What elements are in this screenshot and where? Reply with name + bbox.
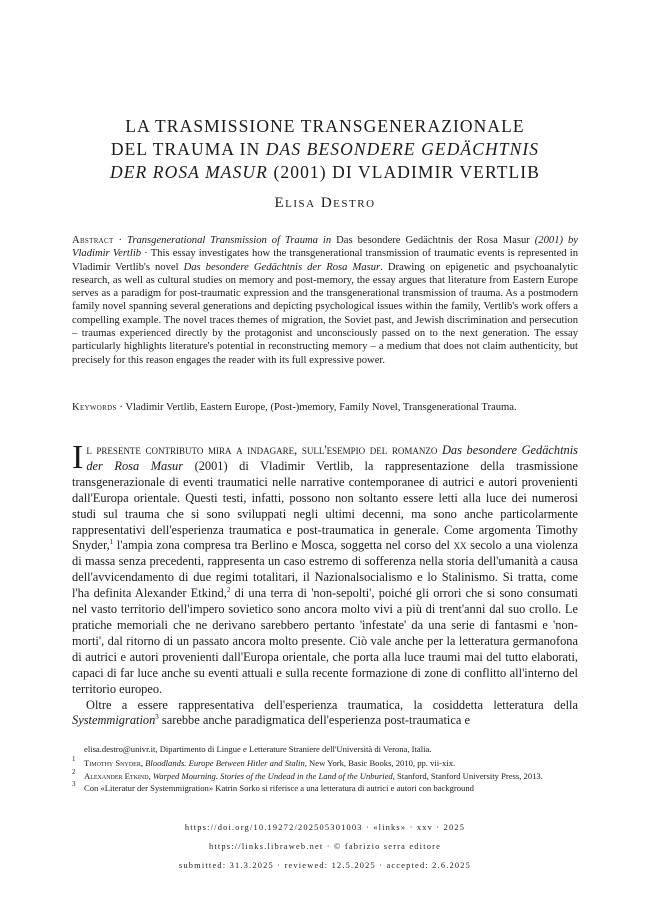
paragraph-2 <box>72 698 578 730</box>
abstract-label: Abstract <box>72 235 114 246</box>
title-line-3-suffix: (2001) DI VLADIMIR VERTLIB <box>267 162 540 182</box>
keywords-text: Vladimir Vertlib, Eastern Europe, (Post-)memory, Family Novel, Transgenerational Trauma. <box>125 402 517 413</box>
p1-text-d: secolo a una violenza di massa senza precedenti, rappresenta un caso estremo di sofferenza nella storia dell'umanità a causa dell'avvicendamento di due regimi totalitari, il Nazionalsocialismo e lo Stalinismo. Si tratta, come l'ha definita Alexander Etkind, <box>72 538 578 601</box>
abstract-text-1: · This essay investigates how the transgenerational transmission of traumatic events is represented in Vladimir Vertlib's novel <box>72 248 578 273</box>
title-line-1: LA TRASMISSIONE TRANSGENERAZIONALE <box>125 116 525 136</box>
p2-text-a: Oltre a essere rappresentativa dell'esperienza traumatica, la cosiddetta letteratura della <box>86 697 578 712</box>
title-line-3 <box>60 161 590 184</box>
footnote-1-author: Timothy Snyder <box>84 758 141 769</box>
publication-info <box>60 818 590 875</box>
p1-novel-title: Das besondere Gedächtnis der Rosa Masur <box>86 443 579 473</box>
p1-century: xx <box>453 538 467 553</box>
footnote-2-author: Alexander Etkind <box>84 770 149 781</box>
title-line-2-italic: DAS BESONDERE GEDÄCHTNIS <box>265 139 540 159</box>
drop-cap: I <box>72 439 84 476</box>
abstract-title-italic-2: (2001) by Vladimir Vertlib <box>72 235 578 260</box>
footnote-1-marker: 1 <box>72 755 76 764</box>
p2-text-b: sarebbe anche paradigmatica dell'esperienza post-traumatica e <box>158 713 470 728</box>
footnote-2-rest: , Stanford, Stanford University Press, 2013. <box>392 770 543 781</box>
footnote-1-rest: , New York, Basic Books, 2010, pp. vii-xix. <box>304 758 456 769</box>
author-affiliation: elisa.destro@univr.it, Dipartimento di Lingue e Letterature Straniere dell'Università di Verona, Italia. <box>84 744 432 754</box>
title-line-2-prefix: DEL TRAUMA IN <box>110 139 266 159</box>
keywords <box>72 401 578 414</box>
title-line-2 <box>60 138 590 161</box>
paragraph-1 <box>72 439 579 698</box>
footnotes <box>72 744 578 796</box>
footnote-3-text: Con «Literatur der Systemmigration» Katrin Sorko si riferisce a una letteratura di autrici e autori con background <box>84 783 474 794</box>
keywords-label: Keywords <box>72 402 117 413</box>
p1-text-e: di una terra di 'non-sepolti', poiché gli orrori che si sono consumati nel vasto territorio dell'impero sovietico sono ancora molto vivi a più di trent'anni dal suo crollo. Le pratiche memoriali che ne derivano sarebbero pertanto 'infestate' da una serie di fantasmi e 'non-morti', dal ritorno di un passato ancora molto presente. Ciò vale anche per la letteratura germanofona di autrici e autori provenienti dall'Europa orientale, che porta alla luce traumi mai del tutto elaborati, capaci di far luce anche su eventi attuali e sulla recente formazione di zone di conflitto all'interno del territorio europeo. <box>72 586 578 696</box>
footnote-ref-2[interactable]: 2 <box>226 586 231 595</box>
footnote-2-title: Warped Mourning. Stories of the Undead in the Land of the Unburied <box>152 770 393 781</box>
footnote-ref-1[interactable]: 1 <box>109 538 114 547</box>
footnote-2-sep: , <box>148 770 153 781</box>
footnote-3 <box>72 780 578 794</box>
abstract <box>72 234 578 367</box>
footnote-3-marker: 3 <box>72 780 76 789</box>
abstract-separator: · <box>113 235 128 246</box>
footnote-2-marker: 2 <box>72 767 76 776</box>
article-title <box>60 115 590 184</box>
title-line-3-italic: DER ROSA MASUR <box>110 162 268 182</box>
p1-text-c: l'ampia zona compresa tra Berlino e Mosca, soggetta nel corso del <box>113 538 454 553</box>
footnote-1-title: Bloodlands. Europe Between Hitler and Stalin <box>145 758 305 769</box>
abstract-text-2: . Drawing on epigenetic and psychoanalytic research, as well as cultural studies on memory and post-memory, the essay argues that literature from Eastern Europe serves as a paradigm for post-traumatic expression and the transgenerational transmission of trauma. As a postmodern family novel spanning several generations and depicting psychological issues within the family, Vertlib's work offers a compelling example. The novel traces themes of migration, the Soviet past, and Jewish discrimination and persecution – traumas experienced directly by the protagonist and unconsciously passed on to the next generation. The essay particularly highlights literature's potential in reconstructing memory – a medium that does not claim authenticity, but precisely for this reason engages the reader with its full expressive power. <box>72 261 579 366</box>
doi-line[interactable]: https://doi.org/10.19272/202505301003 · «links» · xxv · 2025 <box>184 823 466 832</box>
abstract-title-normal: Das besondere Gedächtnis der Rosa Masur <box>331 235 535 246</box>
publisher-line[interactable]: https://links.libraweb.net · © fabrizio serra editore <box>208 842 442 851</box>
abstract-novel-title: Das besondere Gedächtnis der Rosa Masur <box>183 261 381 273</box>
footnote-ref-3[interactable]: 3 <box>155 713 159 722</box>
author-name: Elisa Destro <box>274 195 376 211</box>
footnote-1 <box>72 755 578 769</box>
main-text <box>72 439 579 729</box>
footnote-1-sep: , <box>140 758 146 769</box>
footnote-2 <box>72 767 578 782</box>
p1-text-b: (2001) di Vladimir Vertlib, la rappresentazione della trasmissione transgenerazionale di eventi traumatici nelle narrative contemporanee di autrici e autori provenienti dall'Europa orientale. Questi testi, infatti, possono non soltanto essere letti alla luce dei numerosi studi sul trauma che si sono sviluppati negli ultimi decenni, ma sono anche particolarmente rappresentativi dell'esperienza traumatica e post-traumatica in generale. Come argomenta Timothy Snyder, <box>72 458 578 553</box>
footnote-3-number <box>72 780 84 794</box>
p2-italic-term: Systemmigration <box>72 713 156 728</box>
p1-opening: l presente contributo mira a indagare, sull'esempio del romanzo <box>86 443 442 457</box>
dates-line: submitted: 31.3.2025 · reviewed: 12.5.2025 · accepted: 2.6.2025 <box>178 861 472 870</box>
abstract-title-italic-1: Transgenerational Transmission of Trauma in <box>127 235 332 246</box>
keywords-separator: · <box>116 402 126 413</box>
